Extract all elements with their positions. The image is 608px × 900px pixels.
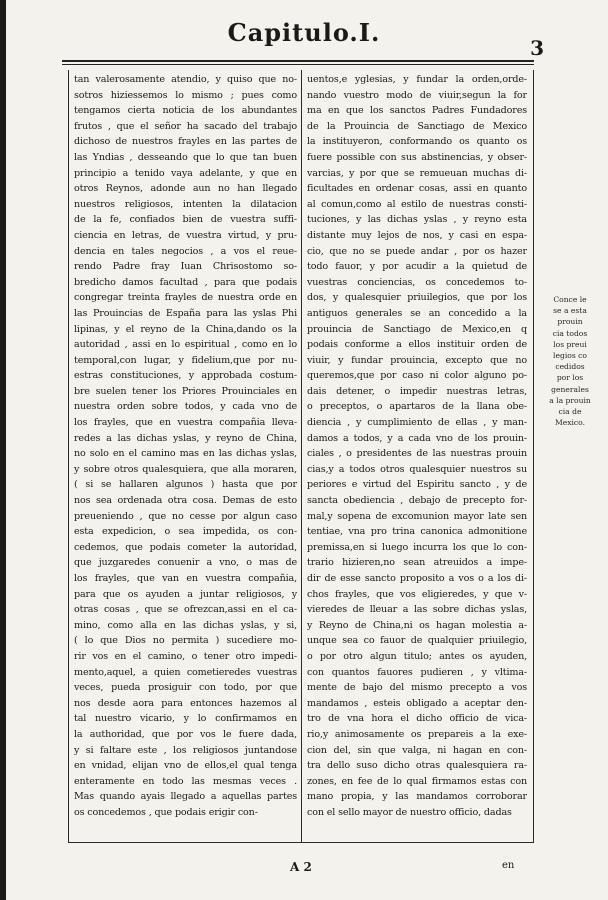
margin-note: [544, 294, 596, 428]
text-line: damos a todos, y a cada vno de los prouin-: [307, 432, 527, 444]
text-line: periores e virtud del Espiritu sancto , y de: [307, 479, 527, 491]
text-line: la authoridad, que por vos le fuere dada,: [74, 728, 297, 740]
text-line: nos sea ordenada otra cosa. Demas de esto: [74, 495, 297, 507]
text-line: dos, y qualesquier priuilegios, que por los: [307, 292, 527, 304]
text-line: ficultades en ordenar cosas, assi en quanto: [307, 183, 527, 195]
text-line: principio a tenido vaya adelante, y que en: [74, 167, 297, 179]
text-line: dichoso de nuestros frayles en las partes de: [74, 136, 297, 148]
text-line: os concedemos , que podais erigir con-: [74, 806, 258, 818]
text-line: mente de bajo del mismo precepto a vos: [307, 682, 527, 694]
margin-note-line: cia todos: [552, 328, 588, 338]
text-line: fuere possible con sus abstinencias, y obser-: [307, 151, 527, 163]
text-line: para que os ayuden a juntar religiosos, y: [74, 588, 297, 600]
text-line: veces, pueda prosiguir con todo, por que: [74, 682, 297, 694]
text-line: chos frayles, que vos eligieredes, y que v-: [307, 588, 527, 600]
text-line: con el sello mayor de nuestro officio, dadas: [307, 806, 512, 818]
text-line: cias,y a todos otros qualesquier nuestros su: [307, 463, 527, 475]
text-line: o por otro algun titulo; antes os ayuden,: [307, 650, 527, 662]
text-line: que juzgaredes conuenir a vno, o mas de: [74, 557, 297, 569]
margin-note-line: por los: [556, 373, 584, 383]
text-line: estras constituciones, y approbada costum-: [74, 370, 297, 382]
text-line: al comun,como al estilo de nuestras consti-: [307, 198, 527, 210]
text-line: dir de esse sancto proposito a vos o a los di-: [307, 573, 527, 584]
text-line: podais conforme a ellos instituir orden de: [307, 339, 527, 351]
text-line: con quantos fauores pudieren , y vltima-: [307, 666, 527, 678]
text-line: dais detener, o impedir nuestras letras,: [307, 385, 527, 397]
text-line: mano propia, y las mandamos corroborar: [307, 791, 527, 803]
text-line: Mas quando ayais llegado a aquellas partes: [74, 791, 297, 803]
text-line: ma en que los sanctos Padres Fundadores: [307, 105, 527, 117]
text-line: dencia en tales negocios , a vos el reue-: [74, 245, 297, 257]
text-line: unque sea co fauor de qualquier priuilegio,: [307, 635, 527, 647]
text-line: ciencia en letras, de vuestra virtud, y pru-: [74, 229, 297, 241]
text-line: viuir, y fundar prouincia, excepto que no: [307, 354, 527, 366]
column-divider: [301, 70, 302, 842]
margin-note-line: a la prouin: [549, 395, 591, 405]
margin-note-line: los preui: [553, 339, 587, 349]
text-line: mento,aquel, a quien cometieredes vuestras: [74, 666, 297, 678]
margin-note-line: cedidos: [555, 362, 585, 372]
text-line: cion del, sin que valga, ni hagan en con-: [307, 744, 527, 756]
text-line: los frayles, que en vuestra compañia lleva-: [74, 417, 297, 429]
right-column: [307, 72, 527, 821]
text-line: mino, como alla en las dichas yslas, y si,: [74, 619, 297, 631]
text-line: bre suelen tener los Priores Prouinciales en: [74, 385, 297, 397]
text-line: rio,y animosamente os prepareis a la exe-: [307, 728, 527, 740]
text-line: tentiae, vna pro trina canonica admonitione: [307, 526, 527, 538]
text-line: mandamos , esteis obligado a aceptar den-: [307, 697, 527, 709]
text-line: y sobre otros qualesquiera, que alla moraren,: [74, 463, 297, 475]
text-line: la instituyeron, conformando os quanto os: [307, 136, 527, 148]
text-line: prouincia de Sanctiago de Mexico,en q: [307, 323, 527, 335]
margin-note-line: legios co: [553, 351, 587, 361]
text-line: queremos,que por caso ni color alguno po-: [307, 370, 527, 382]
text-line: frutos , que el señor ha sacado del trabajo: [74, 120, 297, 132]
text-line: sotros hiziessemos lo mismo ; pues como: [74, 89, 297, 101]
text-line: congregar treinta frayles de nuestra orde en: [74, 292, 297, 304]
margin-note-line: se a esta: [553, 306, 587, 316]
text-line: rir vos en el camino, o tener otro impedi-: [74, 650, 297, 662]
text-line: mal,y sopena de excomunion mayor late sen: [307, 510, 527, 522]
text-line: bredicho damos facultad , para que podais: [74, 276, 297, 288]
margin-note-line: prouin: [557, 317, 583, 327]
text-line: de la fe, confiados bien de vuestra suffi-: [74, 214, 297, 226]
text-line: y Reyno de China,ni os hagan molestia a-: [307, 619, 527, 631]
text-line: de la Prouincia de Sanctiago de Mexico: [307, 120, 527, 132]
text-line: cio, que no se puede andar , por os hazer: [307, 245, 527, 257]
text-line: nando vuestro modo de viuir,segun la for: [307, 89, 527, 101]
text-line: sancta obediencia , debajo de precepto for-: [307, 495, 527, 507]
text-line: redes a las dichas yslas, y reyno de China,: [74, 432, 297, 444]
text-line: tro de vna hora el dicho officio de vica-: [307, 713, 527, 725]
margin-note-line: Mexico.: [554, 418, 586, 428]
text-line: rendo Padre fray Iuan Chrisostomo so-: [74, 261, 297, 273]
text-line: tan valerosamente atendio, y quiso que no-: [74, 74, 297, 85]
text-line: tuciones, y las dichas yslas , y reyno esta: [307, 214, 527, 226]
text-line: ( lo que Dios no permita ) sucediere mo-: [74, 635, 297, 647]
text-line: antiguos generales se an concedido a la: [307, 307, 527, 319]
text-line: las Yndias , desseando que lo que tan buen: [74, 151, 297, 163]
text-line: tra dello suso dicho otras qualesquiera ra-: [307, 760, 527, 772]
text-line: otros Reynos, adonde aun no han llegado: [74, 183, 297, 195]
text-line: lipinas, y el reyno de la China,dando os la: [74, 323, 297, 335]
left-column: [74, 72, 297, 821]
text-line: no solo en el camino mas en las dichas yslas,: [74, 448, 297, 460]
text-line: autoridad , assi en lo espiritual , como en lo: [74, 339, 297, 351]
text-line: enteramente en todo las mesmas veces .: [74, 775, 297, 787]
text-line: en vnidad, elijan vno de ellos,el qual tenga: [74, 760, 297, 772]
text-line: y si faltare este , los religiosos juntandose: [74, 744, 297, 756]
text-line: diencia , y cumplimiento de ellas , y man-: [307, 417, 527, 429]
text-line: todo fauor, y por acudir a la quietud de: [307, 261, 527, 273]
text-line: los frayles, que van en vuestra compañia,: [74, 573, 297, 584]
text-line: las Prouincias de España para las yslas Phi: [74, 307, 297, 319]
margin-note-line: cia de: [558, 407, 582, 417]
text-line: varcias, y por que se remueuan muchas di-: [307, 167, 527, 179]
text-line: cedemos, que podais cometer la autoridad,: [74, 541, 297, 553]
text-line: temporal,con lugar, y fidelium,que por nu-: [74, 354, 297, 366]
text-line: ciales , o presidentes de las nuestras prouin: [307, 448, 527, 460]
page-number: 3: [530, 36, 544, 60]
text-line: uentos,e yglesias, y fundar la orden,orde-: [307, 74, 527, 85]
text-line: nuestros religiosos, intenten la dilatacion: [74, 198, 297, 210]
text-line: otras cosas , que se ofrezcan,assi en el ca-: [74, 604, 297, 616]
margin-note-line: Conce le: [553, 295, 587, 304]
header-rule-thin: [62, 64, 534, 65]
text-line: nos desde aora para entonces hazemos al: [74, 697, 297, 709]
text-line: zones, en fee de lo qual firmamos estas con: [307, 775, 527, 787]
text-line: trario hizieren,no sean atreuidos a impe-: [307, 557, 527, 569]
margin-note-line: generales: [551, 384, 589, 394]
text-line: vieredes de lleuar a las sobre dichas yslas,: [307, 604, 527, 616]
text-line: vuestras conciencias, os concedemos to-: [307, 276, 527, 288]
text-line: o preceptos, o apartaros de la llana obe-: [307, 401, 527, 413]
text-line: tal nuestro vicario, y lo confirmamos en: [74, 713, 297, 725]
catchword: en: [502, 860, 515, 871]
header-rule: [62, 60, 534, 62]
text-line: tengamos cierta noticia de los abundantes: [74, 105, 297, 117]
signature-mark: A 2: [290, 860, 312, 874]
text-line: preueniendo , que no cesse por algun caso: [74, 510, 297, 522]
text-line: nuestra orden sobre todos, y cada vno de: [74, 401, 297, 413]
text-line: premissa,en si luego incurra los que lo con-: [307, 541, 527, 553]
page-gutter-edge: [0, 0, 6, 900]
chapter-title: Capitulo.I.: [227, 18, 381, 47]
text-line: ( si se hallaren algunos ) hasta que por: [74, 479, 297, 491]
text-line: distante muy lejos de nos, y casi en espa-: [307, 229, 527, 241]
text-line: esta expedicion, o sea impedida, os con-: [74, 526, 297, 538]
